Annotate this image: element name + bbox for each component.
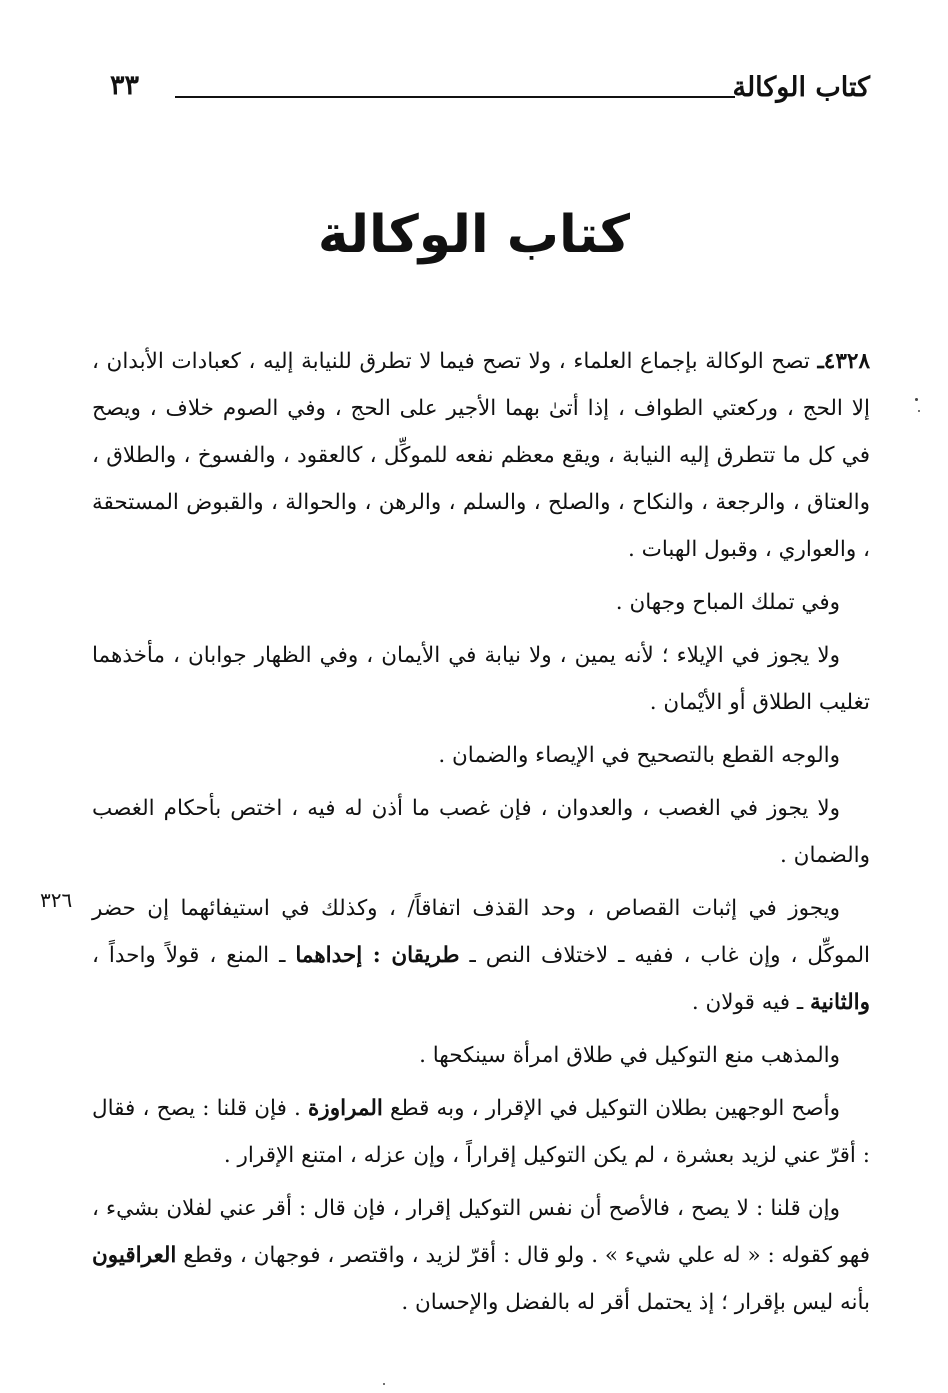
margin-page-reference: ٣٢٦ [40, 888, 73, 912]
paragraph: والمذهب منع التوكيل في طلاق امرأة سينكحها . [419, 1043, 840, 1068]
paragraph-text: وإن قلنا : لا يصح ، فالأصح أن نفس التوكيل إقرار ، فإن قال : أقر عني لفلان بشيء ، فهو كقوله : « له علي شيء » . ولو قال : أقرّ لزيد ، واقتصر ، فوجهان ، وقطع [92, 1196, 870, 1268]
scan-speck [383, 1383, 385, 1385]
header-rule [175, 96, 735, 98]
scan-speck [915, 398, 918, 401]
chapter-title: كتاب الوكالة [317, 205, 631, 265]
paragraph-text: تصح الوكالة بإجماع العلماء ، ولا تصح فيما لا تطرق للنيابة إليه ، كعبادات الأبدان ، إلا الحج ، وركعتي الطواف ، إذا أتىٰ بهما الأجير على الحج ، وفي الصوم خلاف ، ويصح في كل ما تتطرق إليه النيابة ، ويقع معظم نفعه للموكِّل ، كالعقود ، والفسوخ ، والطلاق ، والعتاق ، والرجعة ، والنكاح ، والصلح ، والسلم ، والرهن ، والحوالة ، والقبوض المستحقة ، والعواري ، وقبول الهبات . [92, 349, 870, 562]
paragraph-text: ـ فيه قولان . [691, 990, 811, 1015]
page-number: ٣٣ [110, 70, 140, 101]
bold-term: العراقيون [92, 1243, 177, 1268]
paragraph: والوجه القطع بالتصحيح في الإيصاء والضمان . [438, 743, 840, 768]
scan-speck [918, 410, 920, 412]
paragraph [92, 1085, 870, 1179]
paragraph-text: وأصح الوجهين بطلان التوكيل في الإقرار ، وبه قطع [382, 1096, 840, 1121]
paragraph: ولا يجوز في الغصب ، والعدوان ، فإن غصب ما أذن له فيه ، اختص بأحكام الغصب والضمان . [92, 796, 870, 868]
bold-term: المراوزة [308, 1096, 383, 1121]
paragraph-4328 [92, 338, 870, 573]
body-text [92, 338, 870, 1332]
issue-number: ٤٣٢٨ـ [817, 349, 870, 374]
paragraph-text: ـ المنع ، قولاً واحداً ، [92, 943, 296, 968]
paragraph-text: بأنه ليس بإقرار ؛ إذ يحتمل أقر له بالفضل والإحسان . [401, 1290, 870, 1315]
paragraph: ولا يجوز في الإيلاء ؛ لأنه يمين ، ولا نيابة في الأيمان ، وفي الظهار جوابان ، مأخذهما تغليب الطلاق أو الأيْمان . [92, 643, 870, 715]
paragraph-text: ويجوز في إثبات القصاص ، وحد القذف اتفاقاً/ ، وكذلك في استيفائهما إن حضر الموكِّل ، وإن غاب ، ففيه ـ لاختلاف النص ـ [92, 896, 870, 968]
paragraph: وفي تملك المباح وجهان . [615, 590, 840, 615]
paragraph [92, 885, 870, 1026]
paragraph-text: . فإن قلنا : يصح ، فقال : أقرّ عني لزيد بعشرة ، لم يكن التوكيل إقراراً ، وإن عزله ، امتنع الإقرار . [92, 1096, 870, 1168]
running-header [110, 68, 870, 112]
bold-term: طريقان : إحداهما [295, 943, 460, 968]
bold-term: والثانية [810, 990, 870, 1015]
running-title: كتاب الوكالة [732, 72, 870, 103]
paragraph [92, 1185, 870, 1326]
